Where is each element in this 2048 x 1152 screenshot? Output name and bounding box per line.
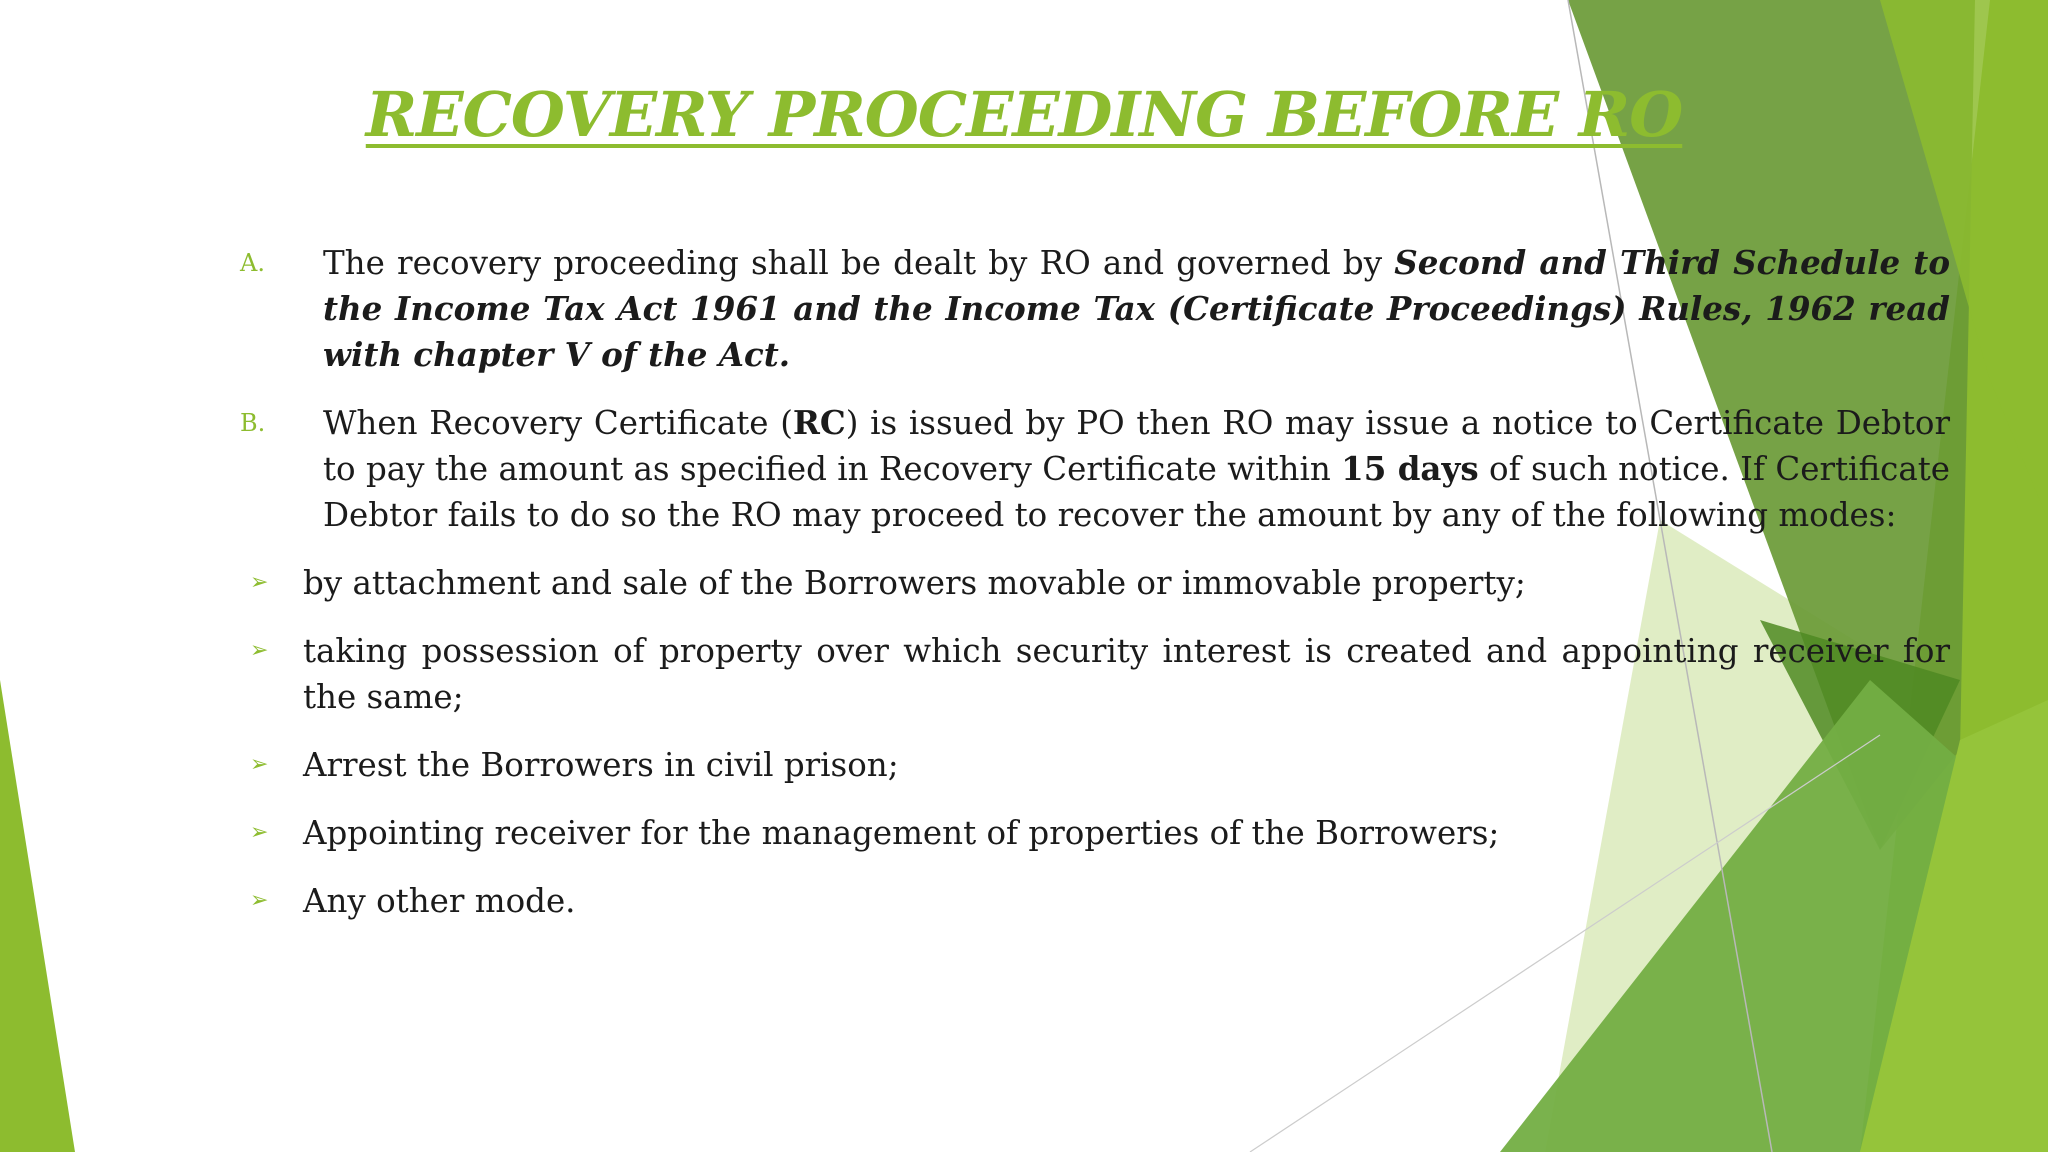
text-b-rc: RC [792, 403, 846, 442]
bullet-text: by attachment and sale of the Borrowers movable or immovable property; [303, 564, 1526, 602]
text-a-part1: The recovery proceeding shall be dealt by RO and governed by [323, 244, 1395, 282]
list-marker-a: A. [240, 249, 265, 277]
list-marker-b: B. [240, 409, 266, 437]
list-text-a [323, 240, 1950, 378]
list-text-b [323, 400, 1950, 538]
bullet-text: Appointing receiver for the management of properties of the Borrowers; [303, 814, 1500, 852]
arrowhead-bullet-icon: ➢ [250, 752, 269, 777]
text-b-part3: ) is issued by PO then RO may issue a notice to Certificate Debtor to pay the amount as specified in Recovery Certificate within [323, 404, 1950, 488]
bullet-text: taking possession of property over which security interest is created and appointing receiver for the same; [303, 632, 1950, 716]
text-a-schedule: Second and Third Schedule to the Income Tax Act 1961 and the Income Tax (Certificate Proceedings) Rules, 1962 read with chapter V of the Act. [323, 243, 1950, 374]
slide-content [240, 240, 1950, 946]
text-b-part1: When Recovery Certificate ( [323, 404, 793, 442]
arrowhead-bullet-icon: ➢ [250, 888, 269, 913]
bullet-item [240, 878, 1950, 924]
bullet-item [240, 742, 1950, 788]
left-green-sliver [0, 680, 75, 1152]
bullet-text: Any other mode. [303, 882, 576, 920]
bullet-item [240, 560, 1950, 606]
text-b-days: 15 days [1341, 449, 1479, 488]
arrowhead-bullet-icon: ➢ [250, 570, 269, 595]
arrowhead-bullet-icon: ➢ [250, 638, 269, 663]
bullet-item [240, 810, 1950, 856]
bullet-text: Arrest the Borrowers in civil prison; [303, 746, 899, 784]
text-b-part5: of such notice. If Certificate Debtor fails to do so the RO may proceed to recover the amount by any of the following modes: [323, 450, 1950, 534]
list-item-b [240, 400, 1950, 538]
list-item-a [240, 240, 1950, 378]
slide-title: RECOVERY PROCEEDING BEFORE RO [365, 78, 1683, 151]
arrowhead-bullet-icon: ➢ [250, 820, 269, 845]
bullet-item [240, 628, 1950, 720]
